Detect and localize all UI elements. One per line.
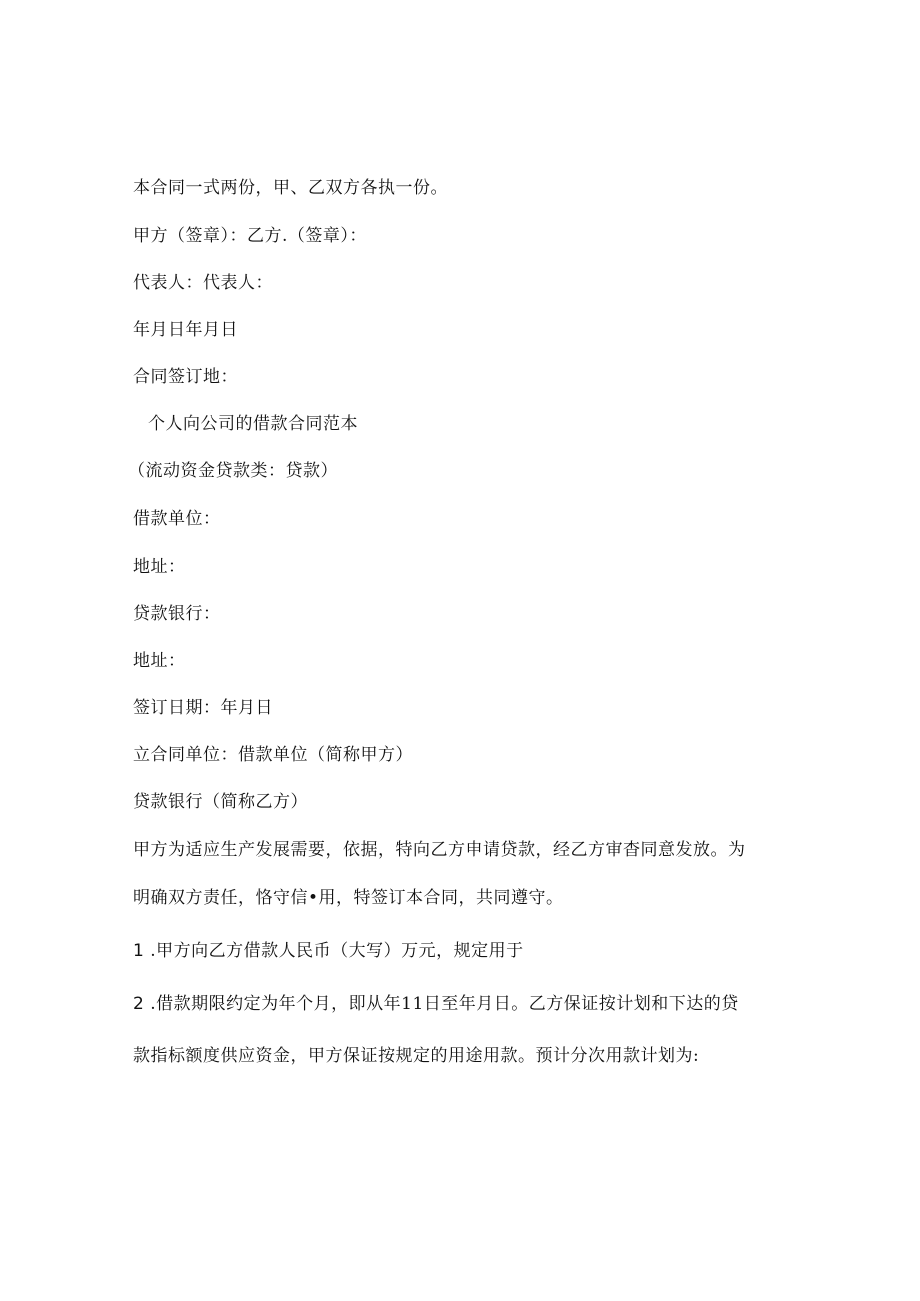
date-line: 年月日年月日 xyxy=(133,320,238,340)
representative-line: 代表人：代表人： xyxy=(133,273,273,293)
borrower-field: 借款单位： xyxy=(133,509,221,529)
clause-text: .甲方向乙方借款人民币（大写）万元，规定用于 xyxy=(150,941,524,961)
document-subtitle: （流动资金贷款类：贷款） xyxy=(128,461,338,481)
clause-number: 1 xyxy=(133,941,145,961)
borrower-address-field: 地址： xyxy=(133,557,186,577)
clause-2 xyxy=(133,994,739,1014)
lender-bank-field: 贷款银行： xyxy=(133,604,221,624)
preamble-line-2: 明确双方责任，恪守信•用，特签订本合同，共同遵守。 xyxy=(133,888,564,908)
lender-address-field: 地址： xyxy=(133,651,186,671)
copies-clause: 本合同一式两份，甲、乙双方各执一份。 xyxy=(133,178,448,198)
signature-line: 甲方（签章）：乙方.（签章）： xyxy=(133,226,367,246)
document-title: 个人向公司的借款合同范本 xyxy=(148,414,358,434)
clause-number: 2 xyxy=(133,994,145,1014)
clause-text: .借款期限约定为年个月，即从年11日至年月日。乙方保证按计划和下达的贷 xyxy=(150,994,739,1014)
signing-place: 合同签订地： xyxy=(133,367,238,387)
signing-date-field: 签订日期：年月日 xyxy=(133,698,273,718)
clause-1 xyxy=(133,941,524,961)
clause-2-continuation: 款指标额度供应资金，甲方保证按规定的用途用款。预计分次用款计划为: xyxy=(133,1046,700,1066)
preamble-line-1: 甲方为适应生产发展需要，依据，特向乙方申请贷款，经乙方审杳同意发放。为 xyxy=(133,840,746,860)
party-b-line: 贷款银行（简称乙方） xyxy=(133,792,308,812)
party-a-line: 立合同单位：借款单位（简称甲方） xyxy=(133,745,413,765)
